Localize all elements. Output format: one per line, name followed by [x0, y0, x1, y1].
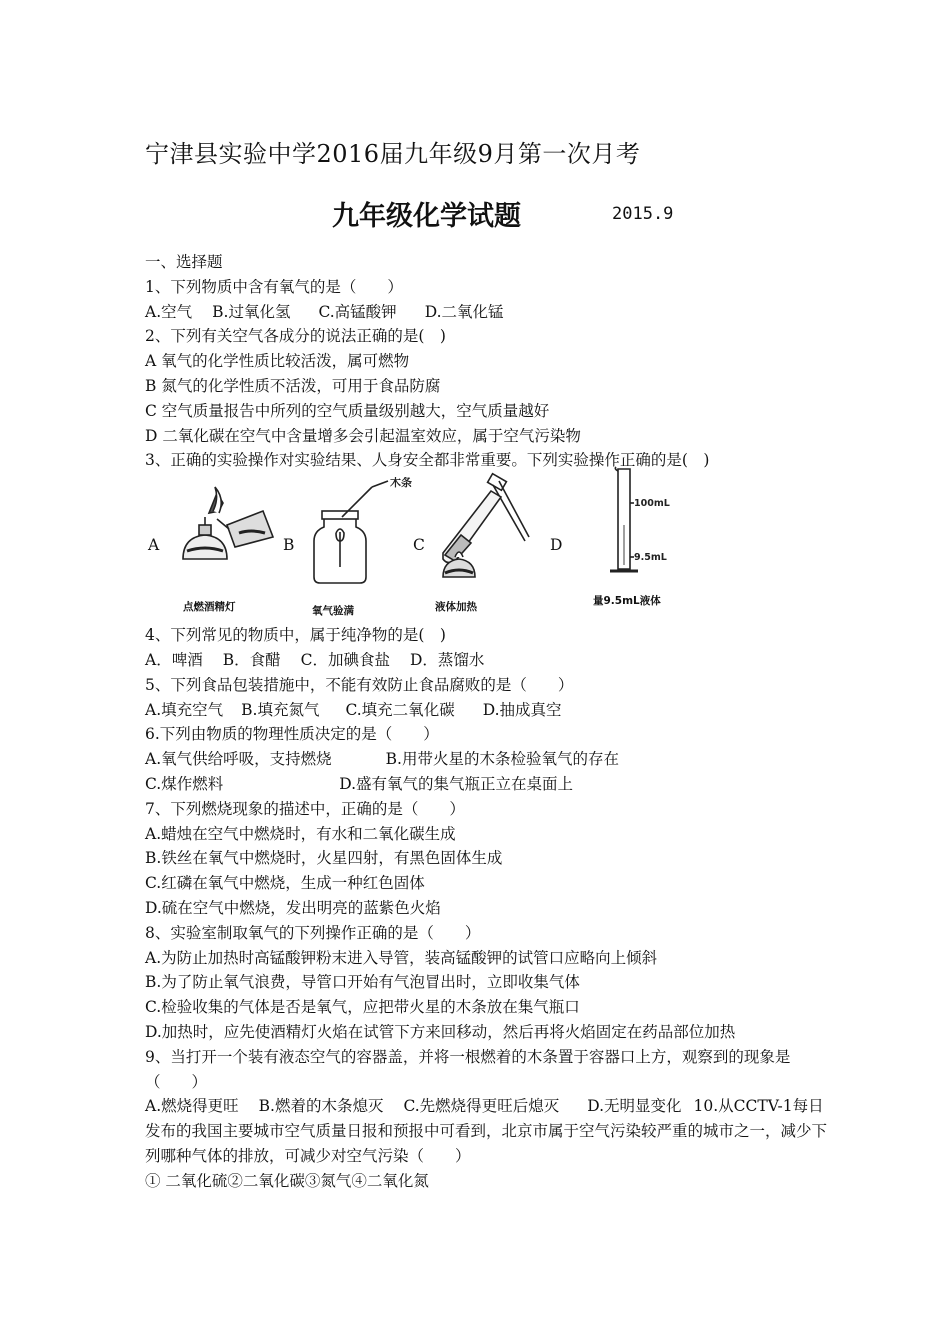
q9-q10-paragraph	[145, 1094, 835, 1168]
q3-caption-a: 点燃酒精灯	[183, 601, 236, 614]
q9-stem: 9、当打开一个装有液态空气的容器盖，并将一根燃着的木条置于容器口上方，观察到的现象是（ ）	[145, 1047, 791, 1091]
q8-option-d: D.加热时，应先使酒精灯火焰在试管下方来回移动，然后再将火焰固定在药品部位加热	[145, 1022, 736, 1041]
q6-option-a: A.氧气供给呼吸，支持燃烧	[145, 750, 332, 769]
q4-option-b: B．食醋	[222, 650, 281, 669]
q4-options	[145, 648, 835, 673]
q3-label-a: A	[148, 536, 160, 555]
exam-body	[145, 250, 835, 1194]
q9-option-b: B.燃着的木条熄灭	[258, 1097, 384, 1116]
q5-option-a: A.填充空气	[145, 700, 224, 719]
q2-option-d: D 二氧化碳在空气中含量增多会引起温室效应，属于空气污染物	[145, 426, 581, 445]
cylinder-mark-100: 100mL	[634, 498, 670, 510]
q10-stem: 10.从CCTV-1每日发布的我国主要城市空气质量日报和预报中可看到，北京市属于空气污染较严重的城市之一，减少下列哪种气体的排放，可减少对空气污染（ ）	[145, 1097, 828, 1165]
section-title: 一、选择题	[145, 253, 223, 271]
q5-option-b: B.填充氮气	[241, 700, 320, 719]
q7-stem: 7、下列燃烧现象的描述中，正确的是（ ）	[145, 799, 465, 818]
q3-label-d: D	[550, 536, 563, 555]
q4-stem: 4、下列常见的物质中，属于纯净物的是( )	[145, 626, 446, 645]
q4-option-d: D．蒸馏水	[409, 650, 485, 669]
q2-stem: 2、下列有关空气各成分的说法正确的是( )	[145, 327, 446, 346]
q5-stem: 5、下列食品包装措施中，不能有效防止食品腐败的是（ ）	[145, 675, 574, 694]
q8-option-c: C.检验收集的气体是否是氧气，应把带火星的木条放在集气瓶口	[145, 998, 580, 1017]
q6-stem: 6.下列由物质的物理性质决定的是（ ）	[145, 725, 439, 744]
q5-option-c: C.填充二氧化碳	[345, 700, 455, 719]
exam-title: 九年级化学试题	[332, 201, 521, 232]
q3-figure-row	[145, 477, 835, 618]
q2-option-b: B 氮气的化学性质不活泼，可用于食品防腐	[145, 376, 441, 395]
q7-option-b: B.铁丝在氧气中燃烧时，火星四射，有黑色固体生成	[145, 849, 503, 868]
exam-date: 2015.9	[612, 204, 674, 224]
q1-option-d: D.二氧化锰	[424, 302, 504, 321]
q9-option-a: A.燃烧得更旺	[145, 1097, 239, 1116]
q2-option-a: A 氧气的化学性质比较活泼，属可燃物	[145, 352, 410, 371]
q6-option-c: C.煤作燃料	[145, 774, 224, 793]
wood-stick-label: 木条	[390, 477, 412, 490]
q4-option-a: A．啤酒	[145, 650, 203, 669]
q3-label-c: C	[413, 536, 425, 555]
q1-option-b: B.过氧化氢	[212, 302, 291, 321]
q1-option-a: A.空气	[145, 302, 193, 321]
q1-options	[145, 300, 835, 325]
q3-caption-d: 量9.5mL液体	[593, 595, 661, 608]
oxygen-test-illustration	[310, 477, 420, 593]
q3-caption-c: 液体加热	[435, 601, 477, 614]
q8-option-a: A.为防止加热时高锰酸钾粉末进入导管，装高锰酸钾的试管口应略向上倾斜	[145, 948, 658, 967]
q7-option-d: D.硫在空气中燃烧，发出明亮的蓝紫色火焰	[145, 898, 441, 917]
q5-options	[145, 698, 835, 723]
q2-option-c: C 空气质量报告中所列的空气质量级别越大，空气质量越好	[145, 401, 550, 420]
q1-stem: 1、下列物质中含有氧气的是（ ）	[145, 277, 403, 296]
q6-options-row2	[145, 772, 835, 797]
cylinder-mark-9-5: 9.5mL	[634, 552, 667, 564]
q1-option-c: C.高锰酸钾	[318, 302, 397, 321]
q10-options: ① 二氧化硫②二氧化碳③氮气④二氧化氮	[145, 1171, 429, 1190]
q6-option-b: B.用带火星的木条检验氧气的存在	[385, 750, 619, 769]
q3-stem: 3、正确的实验操作对实验结果、人身安全都非常重要。下列实验操作正确的是( )	[145, 451, 710, 470]
q5-option-d: D.抽成真空	[482, 700, 562, 719]
q3-label-b: B	[283, 536, 295, 555]
alcohol-lamp-lighting-illustration	[173, 481, 283, 591]
liquid-heating-illustration	[433, 471, 543, 593]
q7-option-c: C.红磷在氧气中燃烧，生成一种红色固体	[145, 874, 425, 893]
q4-option-c: C．加碘食盐	[300, 650, 390, 669]
school-title: 宁津县实验中学2016届九年级9月第一次月考	[145, 140, 641, 168]
q3-caption-b: 氧气验满	[312, 605, 354, 618]
q8-stem: 8、实验室制取氧气的下列操作正确的是（ ）	[145, 923, 481, 942]
q6-options-row1	[145, 747, 835, 772]
q9-option-c: C.先燃烧得更旺后熄灭	[403, 1097, 560, 1116]
q7-option-a: A.蜡烛在空气中燃烧时，有水和二氧化碳生成	[145, 824, 456, 843]
measuring-cylinder-illustration	[600, 465, 690, 587]
q6-option-d: D.盛有氧气的集气瓶正立在桌面上	[339, 774, 574, 793]
q8-option-b: B.为了防止氧气浪费，导管口开始有气泡冒出时，立即收集气体	[145, 973, 580, 992]
q9-option-d: D.无明显变化	[587, 1097, 682, 1116]
